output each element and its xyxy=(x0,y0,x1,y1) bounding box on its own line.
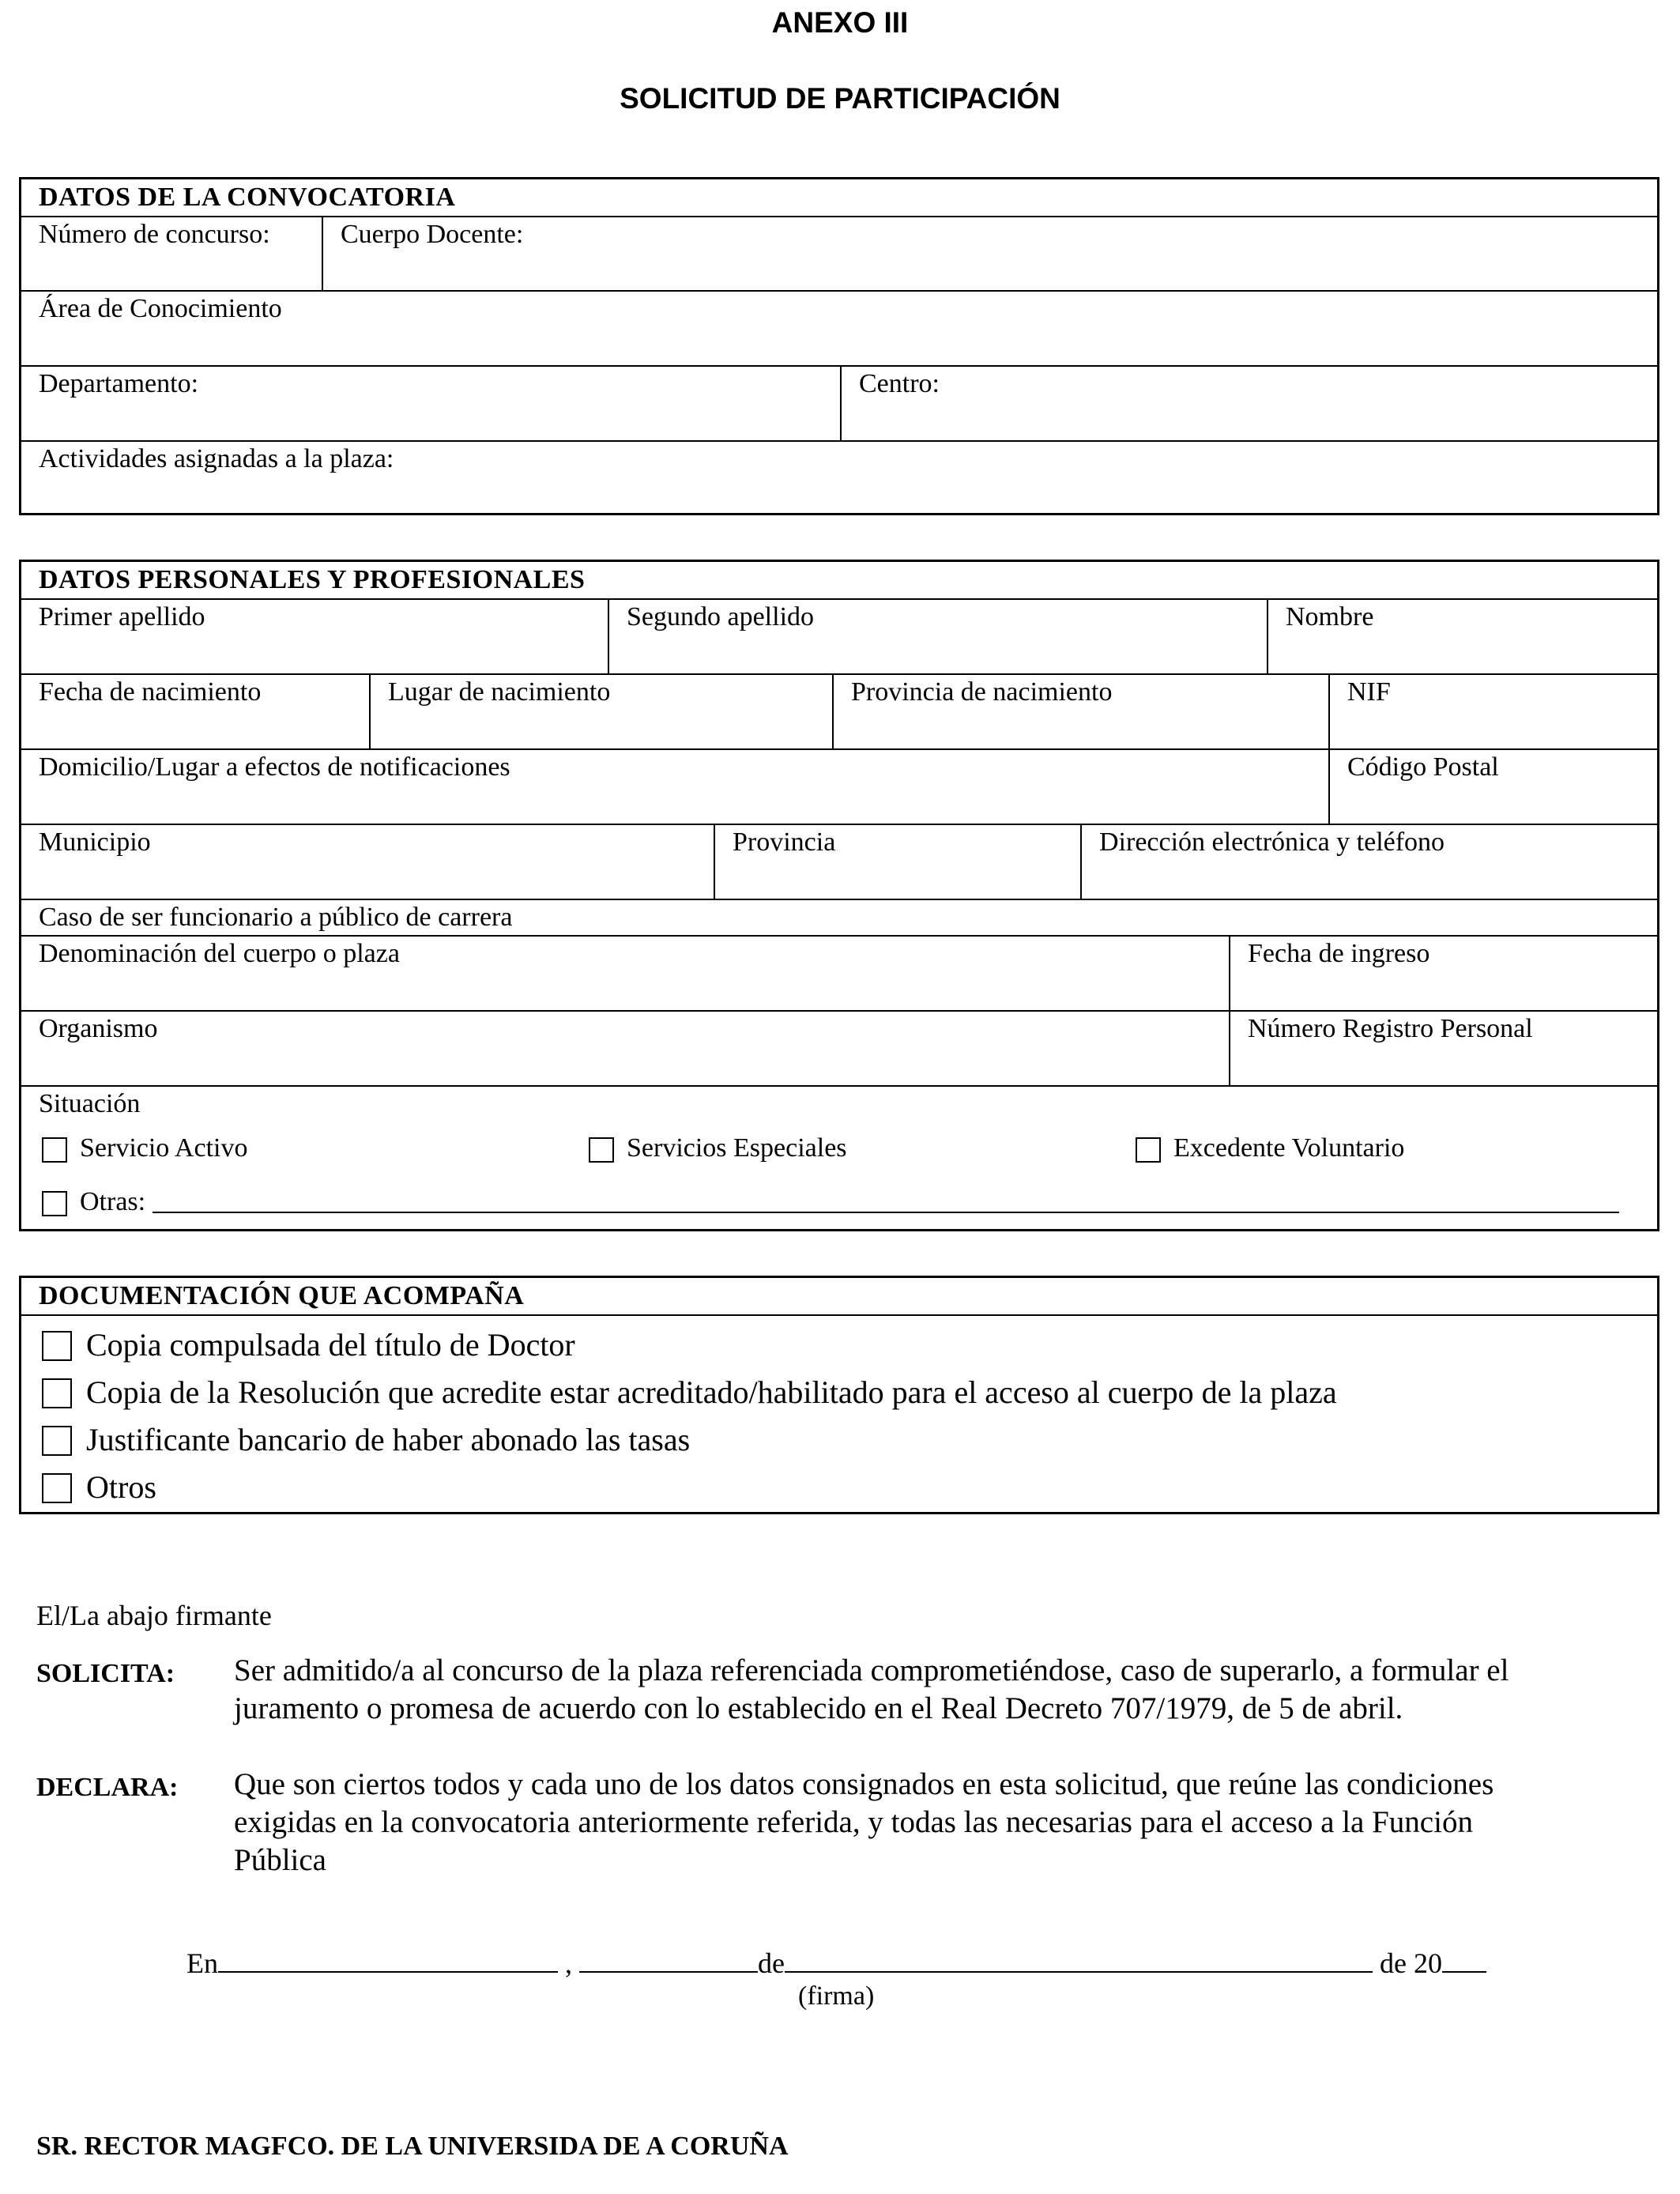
doc-titulo-label: Copia compulsada del título de Doctor xyxy=(86,1327,575,1363)
solicita-line-2: juramento o promesa de acuerdo con lo establecido en el Real Decreto 707/1979, de 5 de abril. xyxy=(234,1691,1403,1725)
funcionario-row xyxy=(21,899,1657,935)
excedente-voluntario-checkbox[interactable] xyxy=(1136,1137,1161,1163)
organismo-label: Organismo xyxy=(39,1014,158,1043)
doc-justificante-label: Justificante bancario de haber abonado las tasas xyxy=(86,1422,691,1457)
doc-titulo-checkbox[interactable] xyxy=(42,1331,72,1361)
lugar-nacimiento-field[interactable] xyxy=(369,673,832,748)
codigo-postal-field[interactable] xyxy=(1328,748,1657,824)
domicilio-field[interactable] xyxy=(21,748,1328,824)
solicita-label: SOLICITA: xyxy=(36,1659,175,1688)
numero-concurso-field[interactable] xyxy=(21,216,322,290)
page-title: SOLICITUD DE PARTICIPACIÓN xyxy=(620,82,1060,115)
direccion-field[interactable] xyxy=(1080,824,1657,899)
firmante-text: El/La abajo firmante xyxy=(36,1600,272,1631)
convocatoria-section xyxy=(19,177,1659,515)
denominacion-field[interactable] xyxy=(21,935,1229,1010)
sig-de-label: de xyxy=(758,1947,785,1979)
sig-year-label: de 20 xyxy=(1379,1947,1442,1979)
nif-field[interactable] xyxy=(1328,673,1657,748)
numero-concurso-label: Número de concurso: xyxy=(39,220,270,249)
personales-section-title: DATOS PERSONALES Y PROFESIONALES xyxy=(39,565,586,594)
primer-apellido-label: Primer apellido xyxy=(39,602,205,631)
documentacion-section-title: DOCUMENTACIÓN QUE ACOMPAÑA xyxy=(39,1281,525,1310)
departamento-label: Departamento: xyxy=(39,369,199,398)
fecha-nacimiento-field[interactable] xyxy=(21,673,369,748)
provincia-label: Provincia xyxy=(733,827,836,857)
lugar-nacimiento-label: Lugar de nacimiento xyxy=(388,677,611,707)
actividades-field[interactable] xyxy=(21,440,1657,513)
servicio-activo-label: Servicio Activo xyxy=(80,1133,248,1163)
convocatoria-section-title: DATOS DE LA CONVOCATORIA xyxy=(39,183,456,212)
cuerpo-docente-field[interactable] xyxy=(322,216,1657,290)
declara-label: DECLARA: xyxy=(36,1773,179,1802)
addressee: SR. RECTOR MAGFCO. DE LA UNIVERSIDA DE A CORUÑA xyxy=(36,2132,789,2161)
doc-otros-label: Otros xyxy=(86,1469,156,1505)
denominacion-label: Denominación del cuerpo o plaza xyxy=(39,939,400,968)
otras-input-line[interactable] xyxy=(153,1212,1619,1213)
documentacion-section xyxy=(19,1276,1659,1514)
fecha-ingreso-field[interactable] xyxy=(1229,935,1657,1010)
doc-otros-checkbox[interactable] xyxy=(42,1473,72,1503)
registro-label: Número Registro Personal xyxy=(1248,1014,1533,1043)
doc-resolucion-checkbox[interactable] xyxy=(42,1378,72,1408)
centro-label: Centro: xyxy=(859,369,940,398)
situacion-row xyxy=(21,1085,1657,1229)
signature-line xyxy=(186,1946,1486,1981)
personales-section xyxy=(19,560,1659,1231)
municipio-field[interactable] xyxy=(21,824,714,899)
otras-label: Otras: xyxy=(80,1187,146,1216)
solicita-line-1: Ser admitido/a al concurso de la plaza referenciada comprometiéndose, caso de superarlo, a formular el xyxy=(234,1653,1509,1687)
fecha-ingreso-label: Fecha de ingreso xyxy=(1248,939,1430,968)
servicio-activo-checkbox[interactable] xyxy=(42,1137,67,1163)
departamento-field[interactable] xyxy=(21,365,840,440)
provincia-field[interactable] xyxy=(714,824,1080,899)
municipio-label: Municipio xyxy=(39,827,151,857)
domicilio-label: Domicilio/Lugar a efectos de notificaciones xyxy=(39,752,510,782)
organismo-field[interactable] xyxy=(21,1010,1229,1085)
documentacion-list xyxy=(21,1314,1657,1512)
sig-month-input[interactable] xyxy=(785,1947,1373,1973)
servicios-especiales-label: Servicios Especiales xyxy=(627,1133,847,1163)
provincia-nacimiento-label: Provincia de nacimiento xyxy=(851,677,1113,707)
cuerpo-docente-label: Cuerpo Docente: xyxy=(341,220,524,249)
segundo-apellido-field[interactable] xyxy=(608,598,1267,673)
otras-checkbox[interactable] xyxy=(42,1191,67,1216)
funcionario-label: Caso de ser funcionario a público de carrera xyxy=(39,903,513,932)
sig-year-input[interactable] xyxy=(1442,1947,1486,1973)
doc-justificante-checkbox[interactable] xyxy=(42,1426,72,1456)
primer-apellido-field[interactable] xyxy=(21,598,608,673)
sig-comma: , xyxy=(565,1947,572,1979)
declara-line-3: Pública xyxy=(234,1843,326,1877)
sig-day-input[interactable] xyxy=(579,1947,758,1973)
codigo-postal-label: Código Postal xyxy=(1347,752,1499,782)
segundo-apellido-label: Segundo apellido xyxy=(627,602,815,631)
registro-field[interactable] xyxy=(1229,1010,1657,1085)
area-conocimiento-label: Área de Conocimiento xyxy=(39,294,282,323)
centro-field[interactable] xyxy=(840,365,1657,440)
declara-line-2: exigidas en la convocatoria anteriormente referida, y todas las necesarias para el acceso a la Función xyxy=(234,1805,1473,1839)
sig-place-input[interactable] xyxy=(218,1947,558,1973)
servicios-especiales-checkbox[interactable] xyxy=(589,1137,614,1163)
declara-line-1: Que son ciertos todos y cada uno de los datos consignados en esta solicitud, que reúne las condiciones xyxy=(234,1767,1494,1801)
nif-label: NIF xyxy=(1347,677,1391,707)
nombre-field[interactable] xyxy=(1267,598,1657,673)
firma-label: (firma) xyxy=(798,1981,875,2011)
annex-title: ANEXO III xyxy=(771,6,909,39)
nombre-label: Nombre xyxy=(1286,602,1374,631)
actividades-label: Actividades asignadas a la plaza: xyxy=(39,444,394,473)
area-conocimiento-field[interactable] xyxy=(21,290,1657,365)
excedente-voluntario-label: Excedente Voluntario xyxy=(1173,1133,1405,1163)
doc-resolucion-label: Copia de la Resolución que acredite estar acreditado/habilitado para el acceso al cuerpo de la plaza xyxy=(86,1374,1337,1410)
sig-en-label: En xyxy=(186,1947,218,1979)
fecha-nacimiento-label: Fecha de nacimiento xyxy=(39,677,262,707)
situacion-label: Situación xyxy=(39,1089,141,1118)
provincia-nacimiento-field[interactable] xyxy=(832,673,1328,748)
direccion-label: Dirección electrónica y teléfono xyxy=(1099,827,1445,857)
